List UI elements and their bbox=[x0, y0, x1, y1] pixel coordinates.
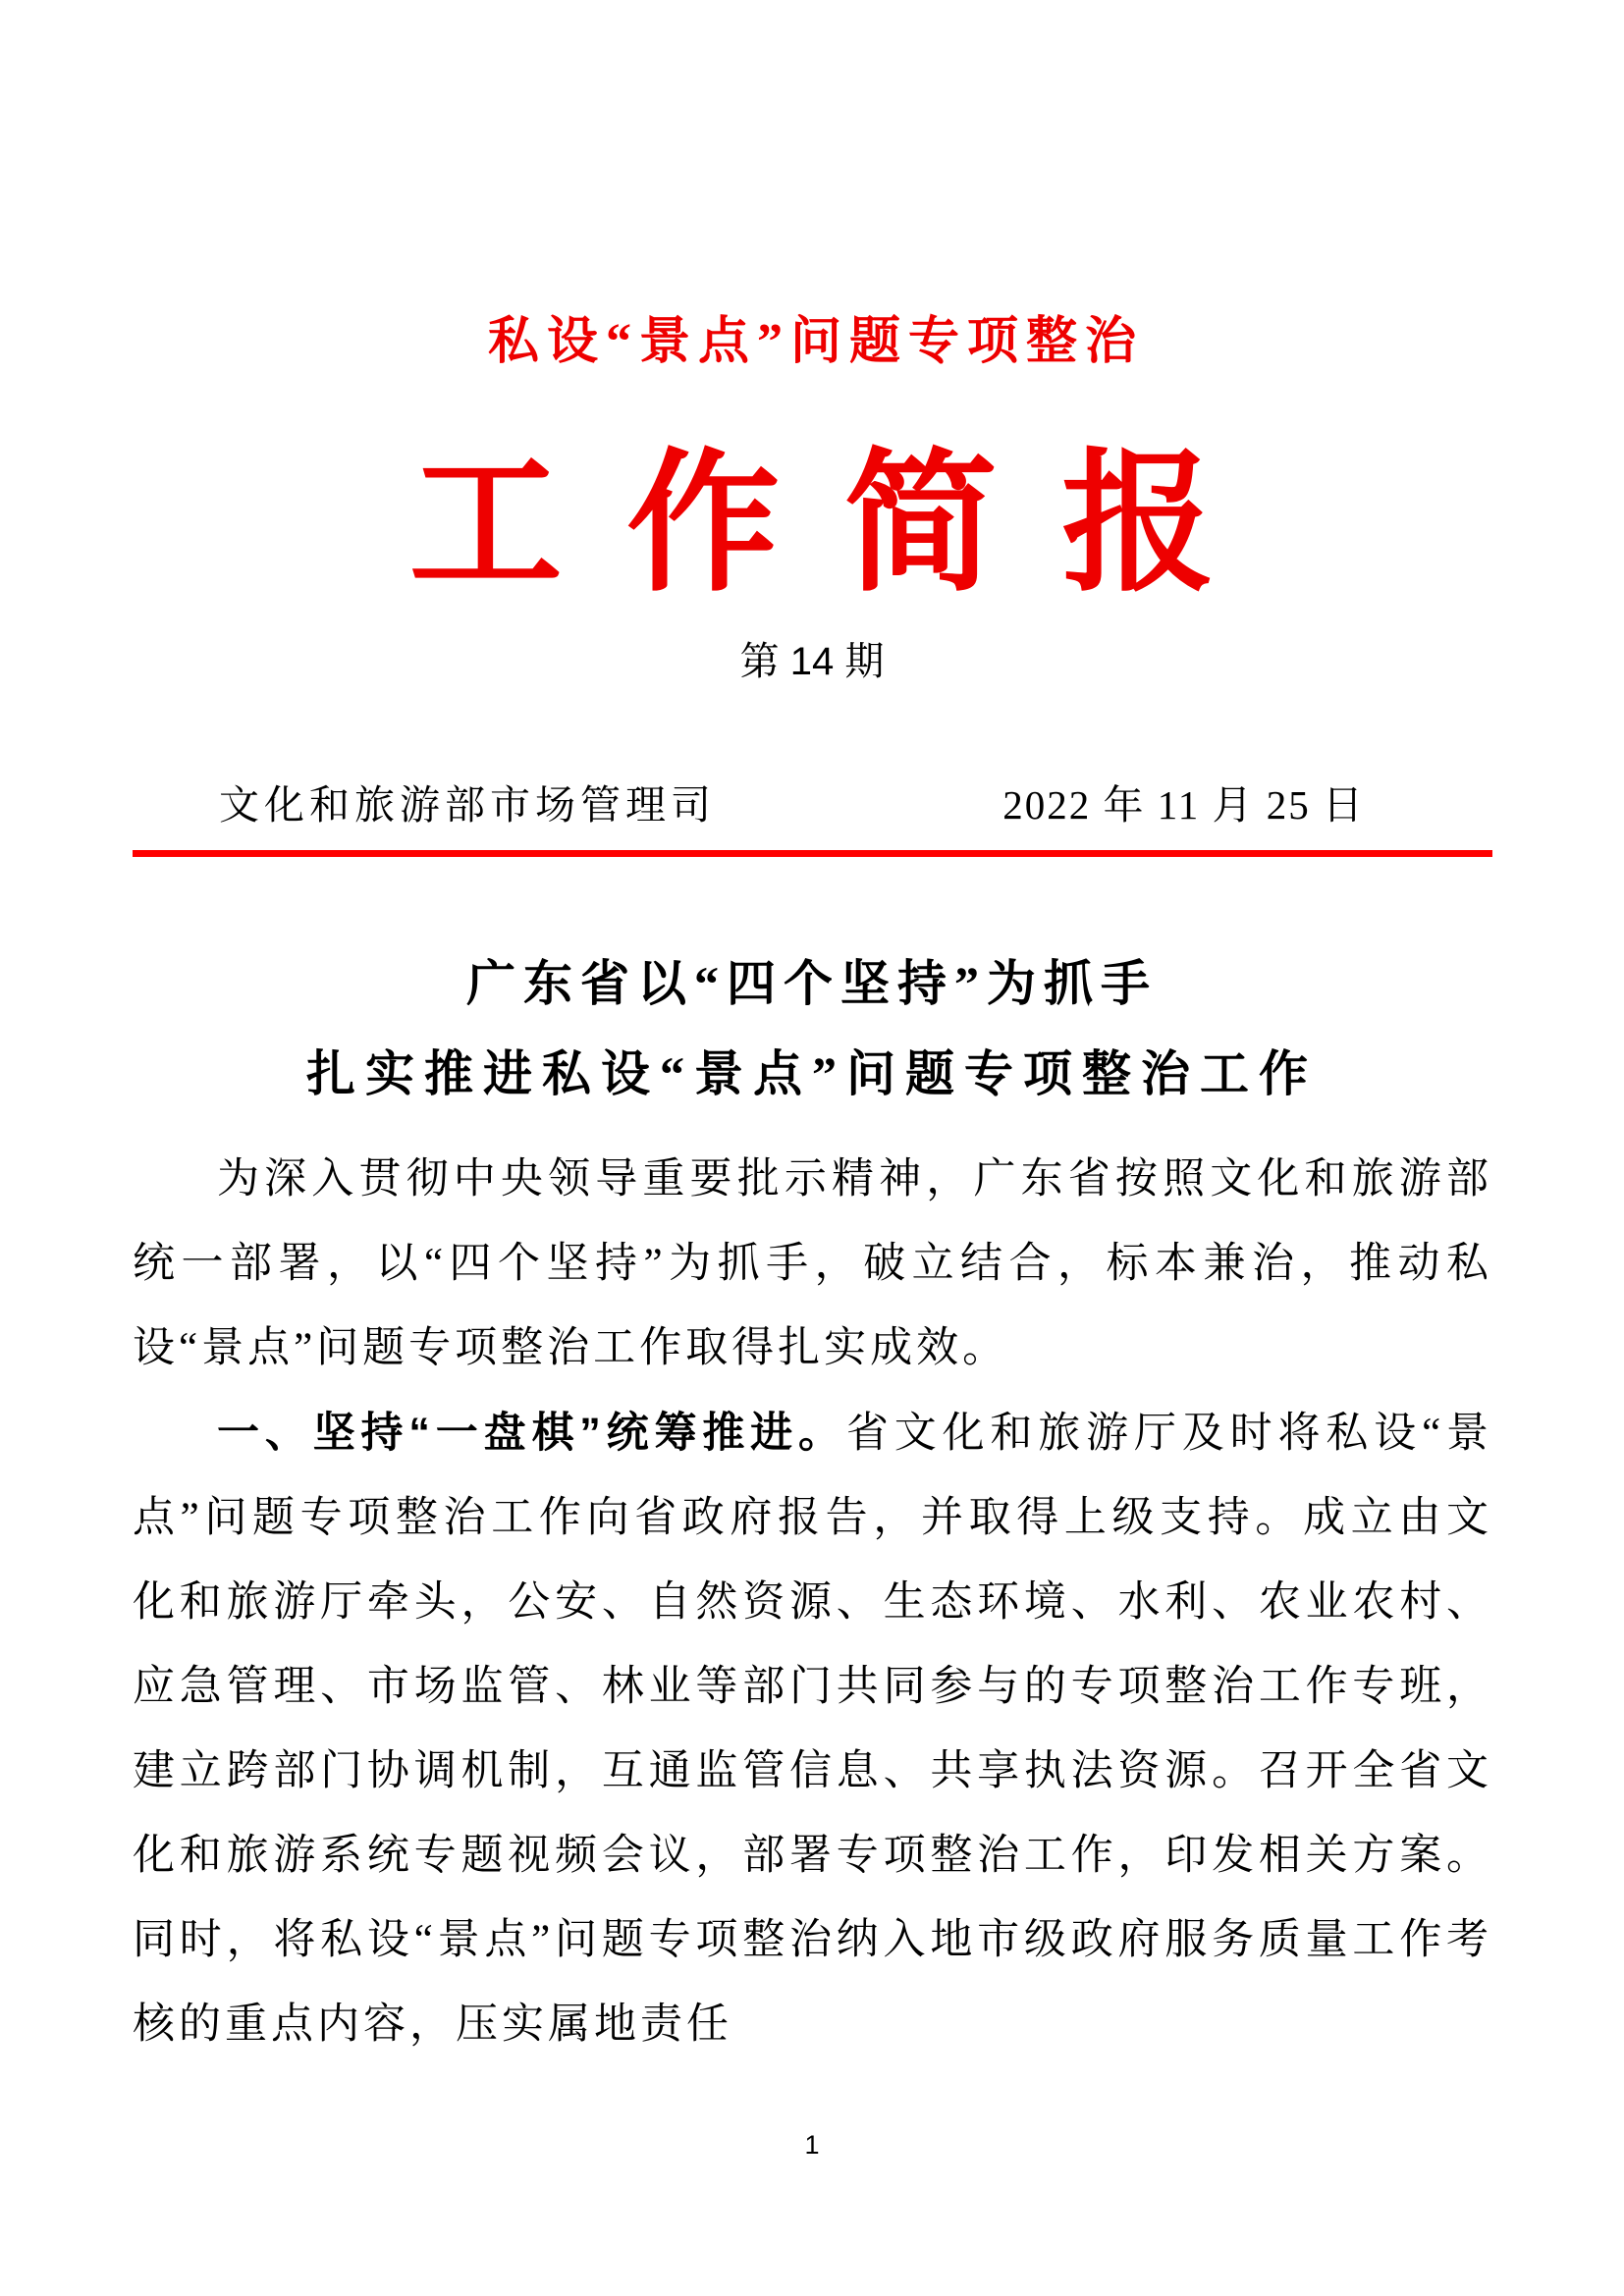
masthead-supertitle bbox=[0, 312, 1624, 373]
issue-date: 2022 年 11 月 25 日 bbox=[1002, 782, 1365, 828]
masthead-divider-rule bbox=[133, 850, 1492, 857]
article-heading-line-2: 扎实推进私设“景点”问题专项整治工作 bbox=[306, 1046, 1318, 1101]
paragraph-text: 省文化和旅游厅及时将私设“景点”问题专项整治工作向省政府报告，并取得上级支持。成立由文化和旅游厅牵头，公安、自然资源、生态环境、水利、农业农村、应急管理、市场监管、林业等部门共同参与的专项整治工作专班，建立跨部门协调机制，互通监管信息、共享执法资源。召开全省文化和旅游系统专题视频会议，部署专项整治工作，印发相关方案。同时，将私设“景点”问题专项整治纳入地市级政府服务质量工作考核的重点内容，压实属地责任 bbox=[133, 1411, 1493, 2048]
publisher-date-row bbox=[133, 777, 1492, 832]
publisher-name: 文化和旅游部市场管理司 bbox=[219, 782, 716, 828]
paragraph-lead: 一、坚持“一盘棋”统筹推进。 bbox=[217, 1410, 846, 1457]
article-heading bbox=[0, 938, 1624, 1119]
article-heading-line-1: 广东省以“四个坚持”为抓手 bbox=[466, 956, 1158, 1011]
article-body bbox=[133, 1137, 1492, 2067]
masthead-supertitle-text: 私设“景点”问题专项整治 bbox=[487, 314, 1144, 370]
paragraph bbox=[133, 1137, 1492, 1391]
issue-number: 第 14 期 bbox=[739, 640, 885, 683]
paragraph-text: 为深入贯彻中央领导重要批示精神，广东省按照文化和旅游部统一部署，以“四个坚持”为抓手，破立结合，标本兼治，推动私设“景点”问题专项整治工作取得扎实成效。 bbox=[133, 1156, 1492, 1371]
bulletin-title bbox=[0, 437, 1624, 614]
page-number: 1 bbox=[804, 2130, 820, 2160]
paragraph bbox=[133, 1391, 1492, 2067]
bulletin-title-text: 工作简报 bbox=[408, 440, 1279, 610]
